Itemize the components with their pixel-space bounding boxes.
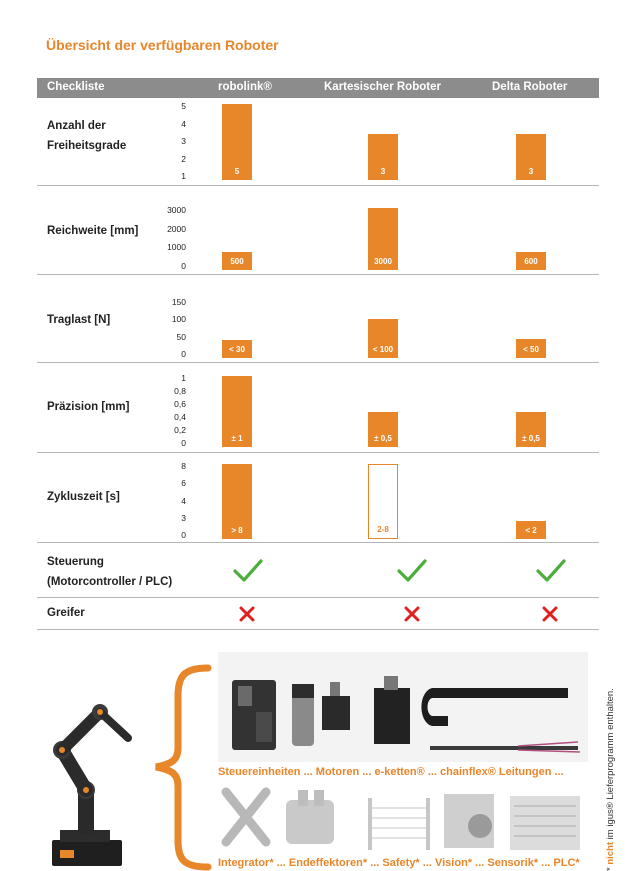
bar-value-label: < 30 <box>229 345 245 354</box>
robot-arm-illustration <box>30 690 150 870</box>
bar-dof-delta <box>516 134 546 180</box>
bar-value-label: 600 <box>524 257 538 266</box>
bar-cycle-robolink <box>222 464 252 539</box>
cross-icon <box>542 606 558 622</box>
axis-tick-label: 1 <box>181 171 186 181</box>
check-icon <box>396 558 428 584</box>
axis-tick-label: 50 <box>176 331 186 342</box>
axis-tick-label: 0,2 <box>174 425 186 435</box>
axis-tick-label: 1 <box>181 373 186 383</box>
axis-tick-label: 0 <box>181 530 186 540</box>
caption-top: Steuereinheiten ... Motoren ... e-ketten® ... chainflex® Leitungen ... <box>218 766 564 778</box>
bar-dof-cartesian <box>368 134 398 180</box>
axis-tick-label: 4 <box>181 118 186 129</box>
axis-tick-label: 8 <box>181 461 186 471</box>
axis-tick-label: 2 <box>181 153 186 164</box>
axis-tick-label: 1000 <box>167 242 186 253</box>
check-icon <box>535 558 567 584</box>
bar-value-label: 2-8 <box>377 525 389 534</box>
footnote-side: * nicht im igus® Lieferprogramm enthalten. <box>605 688 616 871</box>
bar-payload-robolink <box>222 340 252 358</box>
bar-payload-cartesian <box>368 319 398 358</box>
bar-cycle-cartesian <box>368 464 398 539</box>
row-divider <box>37 274 599 275</box>
row-label-dof: Anzahl der Freiheitsgrade <box>47 120 127 152</box>
products-illustration <box>218 652 588 762</box>
optional-products-illustration <box>218 782 588 860</box>
table-header <box>37 78 599 98</box>
bar-value-label: < 2 <box>525 526 537 535</box>
bar-value-label: 3 <box>528 166 534 176</box>
bar-value-label: 500 <box>230 257 244 266</box>
bar-value-label: < 50 <box>523 344 539 354</box>
bar-value-label: 3 <box>380 166 386 176</box>
bar-reach-cartesian <box>368 208 398 270</box>
row-divider <box>37 629 599 630</box>
row-label-control: Steuerung (Motorcontroller / PLC) <box>47 556 173 588</box>
page-title: Übersicht der verfügbaren Roboter <box>46 37 279 53</box>
axis-tick-label: 4 <box>181 495 186 506</box>
bar-reach-delta <box>516 252 546 270</box>
cross-icon <box>239 606 255 622</box>
bar-value-label: ± 1 <box>231 434 243 443</box>
row-divider <box>37 597 599 598</box>
row-label-gripper: Greifer <box>47 607 85 619</box>
row-divider <box>37 362 599 363</box>
header-checklist: Checkliste <box>47 81 105 93</box>
row-divider <box>37 542 599 543</box>
bar-value-label: > 8 <box>231 526 243 535</box>
axis-tick-label: 3 <box>181 136 186 146</box>
row-divider <box>37 452 599 453</box>
axis-tick-label: 5 <box>181 101 186 111</box>
axis-tick-label: 0 <box>181 261 186 271</box>
axis-tick-label: 0,6 <box>174 399 186 409</box>
bar-value-label: 5 <box>234 167 240 176</box>
row-label-payload: Traglast [N] <box>47 314 111 326</box>
bar-cycle-delta <box>516 521 546 539</box>
axis-tick-label: 0 <box>181 349 186 359</box>
axis-tick-label: 0,4 <box>174 412 186 422</box>
bar-precision-cartesian <box>368 412 398 448</box>
axis-tick-label: 2000 <box>167 223 186 234</box>
axis-tick-label: 3000 <box>167 205 186 215</box>
caption-bottom: Integrator* ... Endeffektoren* ... Safety* ... Vision* ... Sensorik* ... PLC* <box>218 857 580 869</box>
row-divider <box>37 185 599 186</box>
bar-reach-robolink <box>222 252 252 270</box>
axis-tick-label: 100 <box>171 314 186 325</box>
header-cartesian: Kartesischer Roboter <box>324 81 441 93</box>
row-label-reach: Reichweite [mm] <box>47 225 139 237</box>
bar-payload-delta <box>516 339 546 358</box>
cross-icon <box>404 606 420 622</box>
bar-precision-delta <box>516 412 546 448</box>
check-icon <box>232 558 264 584</box>
header-robolink: robolink® <box>218 81 272 93</box>
row-label-precision: Präzision [mm] <box>47 401 130 413</box>
bar-precision-robolink <box>222 376 252 447</box>
curly-brace-icon <box>150 664 214 871</box>
row-label-cycle: Zykluszeit [s] <box>47 491 120 503</box>
axis-tick-label: 0,8 <box>174 386 186 396</box>
axis-tick-label: 6 <box>181 478 186 489</box>
bar-value-label: ± 0,5 <box>522 434 540 443</box>
bar-value-label: 3000 <box>374 257 392 266</box>
axis-tick-label: 3 <box>181 512 186 523</box>
axis-tick-label: 150 <box>171 297 186 307</box>
header-delta: Delta Roboter <box>492 81 568 93</box>
bar-dof-robolink <box>222 104 252 180</box>
bar-value-label: ± 0,5 <box>374 434 392 443</box>
axis-tick-label: 0 <box>181 438 186 448</box>
bar-value-label: < 100 <box>372 344 394 354</box>
